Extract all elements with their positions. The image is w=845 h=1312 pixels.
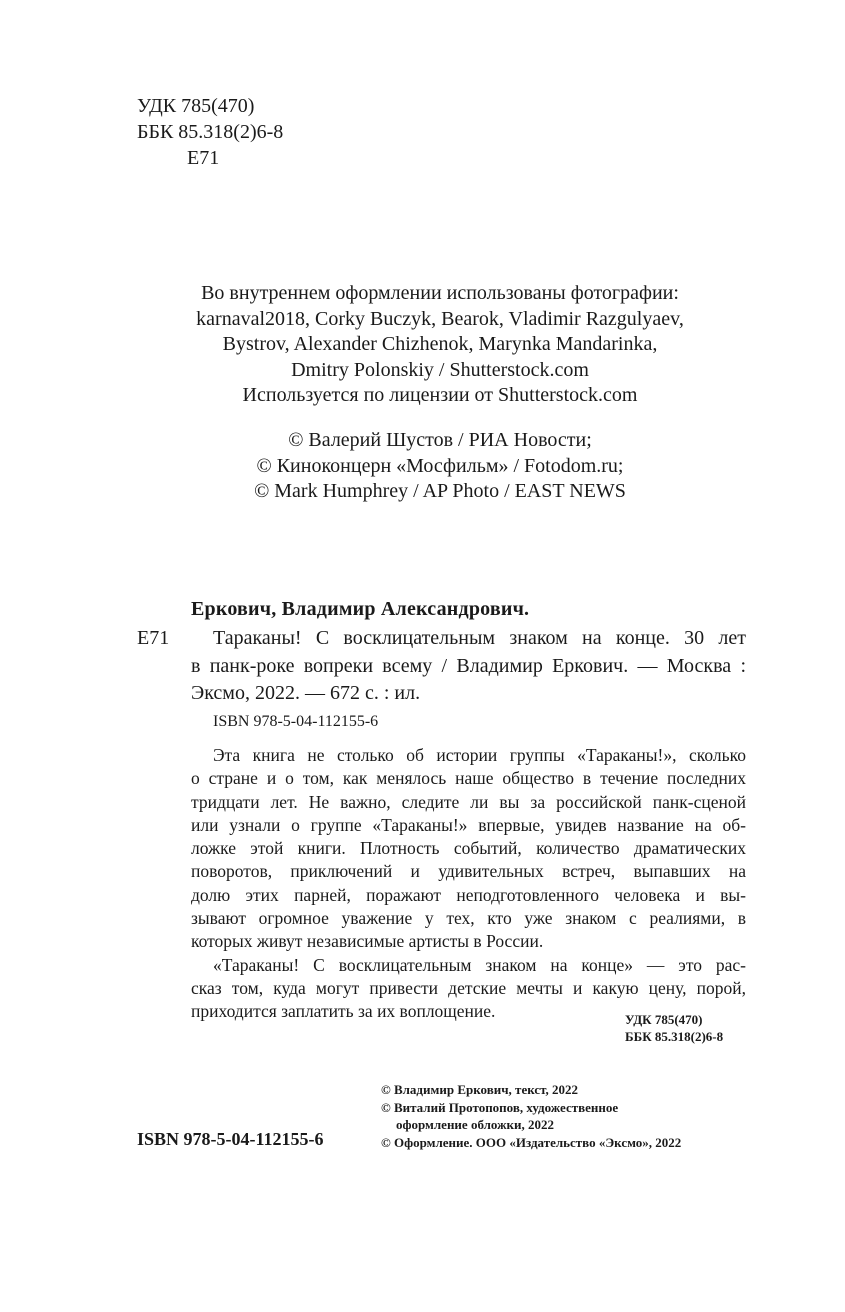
catalog-description: [191, 625, 746, 708]
copyright-credit-line: © Mark Humphrey / AP Photo / EAST NEWS: [254, 480, 626, 503]
copyright-line: © Виталий Протопопов, художественное: [381, 1099, 619, 1115]
annotation-line: «Тараканы! С восклицательным знаком на конце» — это рас-: [213, 954, 746, 975]
udk-code: УДК 785(470): [137, 95, 255, 117]
annotation-line: долю этих парней, поражают неподготовленного человека и вы-: [191, 884, 746, 905]
copyright-credit-line: © Валерий Шустов / РИА Новости;: [288, 429, 592, 451]
annotation-line: зывают огромное уважение у тех, кто уже знаком с реалиями, в: [191, 908, 746, 929]
photo-credit-line: Во внутреннем оформлении использованы фотографии:: [201, 282, 679, 304]
bottom-udk-code: УДК 785(470): [625, 1012, 703, 1027]
photo-credit-line: Dmitry Polonskiy / Shutterstock.com: [291, 358, 589, 381]
catalog-description-line: в панк-роке вопреки всему / Владимир Еркович. — Москва :: [191, 654, 746, 677]
bottom-isbn: ISBN 978-5-04-112155-6: [137, 1129, 324, 1149]
copyright-line: © Владимир Еркович, текст, 2022: [381, 1082, 579, 1097]
bottom-copyright-block: [381, 1081, 681, 1151]
annotation-line: сказ том, куда могут привести детские мечты и какую цену, порой,: [191, 977, 746, 998]
copyright-line: оформление обложки, 2022: [396, 1117, 554, 1132]
annotation-line: которых живут независимые артисты в России.: [191, 931, 544, 952]
annotation-line: Эта книга не столько об истории группы «Тараканы!», сколько: [213, 745, 746, 765]
photo-credits: [140, 281, 740, 409]
photo-credit-line: Bystrov, Alexander Chizhenok, Marynka Mandarinka,: [222, 333, 658, 356]
bottom-bbk-code: ББК 85.318(2)6-8: [625, 1029, 724, 1044]
copyright-credit-line: © Киноконцерн «Мосфильм» / Fotodom.ru;: [256, 454, 624, 477]
catalog-code: Е71: [137, 627, 170, 649]
catalog-description-line: Эксмо, 2022. — 672 с. : ил.: [191, 682, 421, 704]
annotation-line: или узнали о группе «Тараканы!» впервые, увидев название на об-: [191, 814, 746, 835]
bottom-classification-codes: [625, 1011, 723, 1045]
annotation-line: приходится заплатить за их воплощение.: [191, 1001, 496, 1022]
copyright-line: © Оформление. ООО «Издательство «Эксмо», 2022: [381, 1134, 682, 1150]
annotation-line: тридцати лет. Не важно, следите ли вы за российской панк-сценой: [191, 791, 746, 812]
annotation-line: о стране и о том, как менялось наше общество в течение последних: [191, 768, 746, 789]
catalog-description-line: Тараканы! С восклицательным знаком на конце. 30 лет: [213, 627, 746, 649]
photo-credit-line: karnaval2018, Corky Buczyk, Bearok, Vladimir Razgulyaev,: [196, 307, 684, 330]
photo-credit-line: Используется по лицензии от Shutterstock.com: [242, 384, 638, 407]
catalog-author: Еркович, Владимир Александрович.: [191, 598, 530, 620]
annotation-line: поворотов, приключений и удивительных встреч, выпавших на: [191, 861, 746, 882]
top-classification-codes: [137, 93, 283, 171]
annotation-line: ложке этой книги. Плотность событий, количество драматических: [191, 838, 746, 859]
photo-copyright-credits: [140, 428, 740, 505]
bbk-code: ББК 85.318(2)6-8: [137, 121, 284, 143]
annotation: [191, 744, 746, 1024]
catalog-isbn: ISBN 978-5-04-112155-6: [213, 713, 379, 730]
author-mark-code: Е71: [187, 147, 220, 169]
